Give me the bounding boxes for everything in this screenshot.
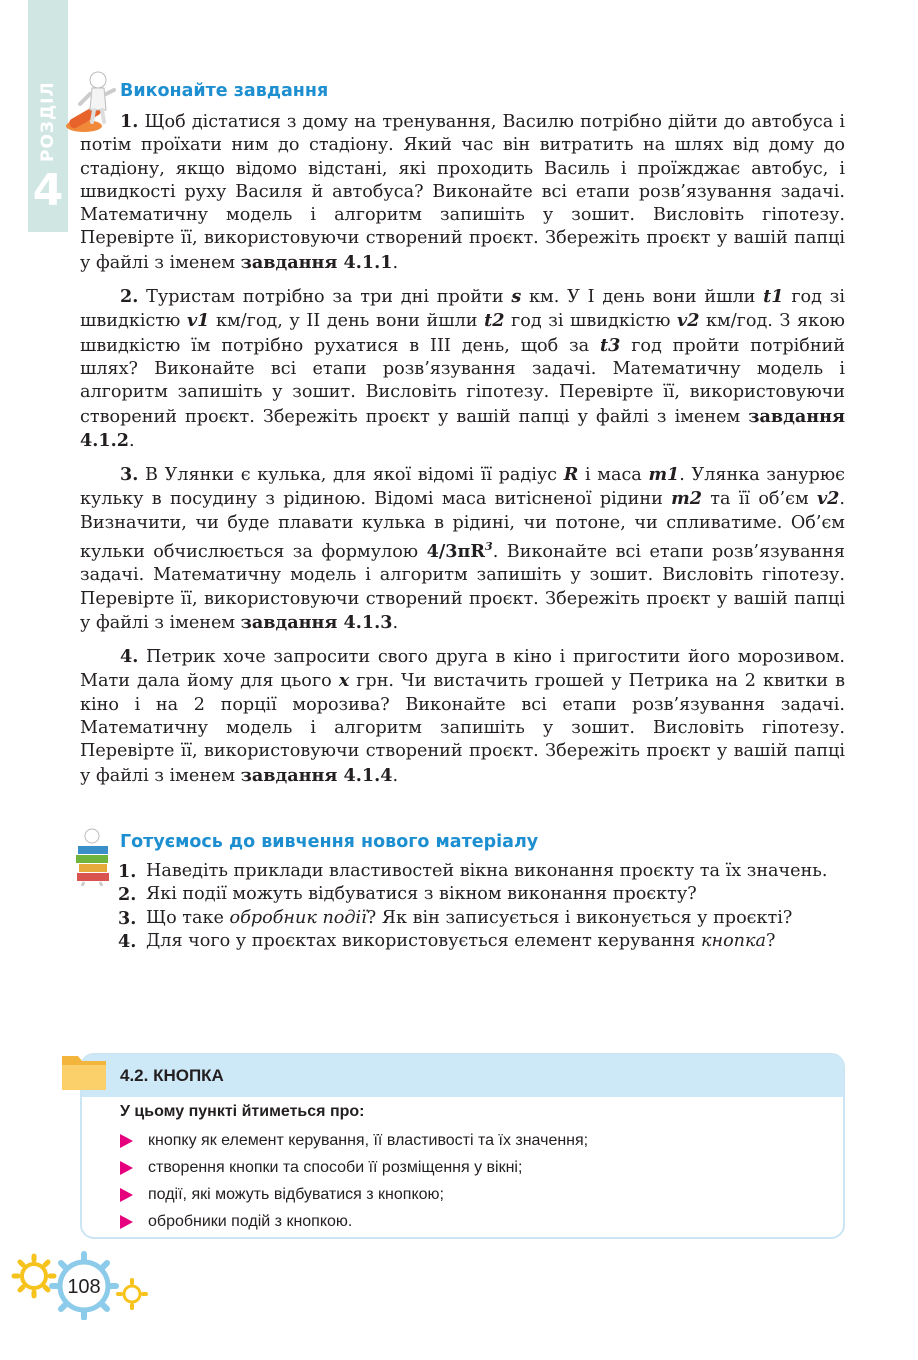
books-figure-icon <box>70 828 116 886</box>
section-topics <box>120 1127 588 1235</box>
item-text-start: Для чого у проєктах використовується елемент керування <box>146 930 701 951</box>
task-text: і маса <box>578 465 649 486</box>
triangle-bullet-icon <box>120 1134 133 1148</box>
task-text: . Улянка занурює кульку в посудину з рідиною. Відомі маса витісненої рідини <box>80 465 845 510</box>
task-number: 3. <box>120 464 139 486</box>
task-text: В Улянки є кулька, для якої відомі її радіус <box>138 465 564 486</box>
task-text: Туристам потрібно за три дні пройти <box>138 287 512 308</box>
item-number: 1. <box>118 861 137 882</box>
task-3 <box>80 463 845 635</box>
item-text <box>146 930 845 953</box>
topic-text: кнопку як елемент керування, її властивості та їх значення; <box>148 1131 589 1149</box>
variable-v2: v2 <box>676 310 700 332</box>
task-text: Петрик хоче запросити свого друга в кіно і пригостити його морозивом. Мати дала йому для цього <box>80 647 845 692</box>
variable-t1: t1 <box>763 286 784 308</box>
topic-item <box>120 1181 588 1208</box>
item-text-end: ? <box>766 930 776 951</box>
task-file-name: завдання 4.1.4 <box>240 764 393 786</box>
topic-text: створення кнопки та способи її розміщення у вікні; <box>148 1158 523 1176</box>
folder-icon <box>60 1052 108 1092</box>
item-text <box>146 907 845 930</box>
task-end: . <box>392 252 399 273</box>
task-text: та її об’єм <box>701 489 817 510</box>
task-text: грн. Чи вистачить грошей у Петрика на 2 квитки в кіно і на 2 порції морозива? Виконайте всі етапи розв’язування задачі. Математичну модель і алгоритм запишіть у зошит. Висловіть гіпотезу. Перевірте її, використовуючи створений проєкт. Збережіть проєкт у вашій папці у файлі з іменем <box>80 671 845 786</box>
variable-t2: t2 <box>484 310 505 332</box>
task-text: км/год, у II день вони йшли <box>209 311 485 332</box>
task-text: год зі швидкістю <box>504 311 677 332</box>
task-file-name: завдання 4.1.1 <box>240 251 393 273</box>
task-text: год пройти потрібний шлях? Виконайте всі етапи розв’язування задачі. Математичну модель і алгоритм запишіть у зошит. Висловіть гіпотезу. Перевірте її, використовуючи створений проєкт. Збережіть проєкт у вашій папці у файлі з іменем <box>80 335 846 427</box>
task-end: . <box>392 765 399 786</box>
triangle-bullet-icon <box>120 1215 133 1229</box>
variable-m2: m2 <box>671 488 702 510</box>
task-end: . <box>128 430 135 451</box>
list-item <box>118 860 845 883</box>
task-file-name: завдання 4.1.3 <box>240 611 393 633</box>
item-text: Які події можуть відбуватися з вікном виконання проєкту? <box>146 884 697 905</box>
task-text: Щоб дістатися з дому на тренування, Василю потрібно дійти до автобуса і потім проїхати ним до стадіону. Який час він витратить на шлях від дому до стадіону, якщо відомо відстані, які проходить Василь і проїжджає автобус, і швидкості руху Василя й автобуса? Виконайте всі етапи розв’язування задачі. Математичну модель і алгоритм запишіть у зошит. Висловіть гіпотезу. Перевірте її, використовуючи створений проєкт. Збережіть проєкт у вашій папці у файлі з іменем <box>80 112 845 273</box>
item-text: Наведіть приклади властивостей вікна виконання проєкту та їх значень. <box>146 861 828 881</box>
section-title: 4.2. КНОПКА <box>120 1066 224 1085</box>
variable-m1: m1 <box>648 464 680 486</box>
item-text-start: Що таке <box>146 907 230 928</box>
task-4 <box>80 645 845 788</box>
page-number: 108 <box>67 1276 101 1298</box>
prepare-list <box>118 860 845 953</box>
task-2 <box>80 285 845 453</box>
topic-text: обробники подій з кнопкою. <box>148 1212 353 1230</box>
task-text: . Визначити, чи буде плавати кулька в рідині, чи потоне, чи спливатиме. Об’єм кульки обчислюється за формулою <box>80 489 845 562</box>
task-1 <box>80 110 845 275</box>
formula-exponent: 3 <box>485 540 493 554</box>
list-item <box>118 907 845 930</box>
triangle-bullet-icon <box>120 1188 133 1202</box>
term-event-handler: обробник події <box>229 907 367 928</box>
topic-item <box>120 1127 588 1154</box>
task-text: км/год. З якою швидкістю їм потрібно рухатися в III день, щоб за <box>80 311 846 356</box>
term-button: кнопка <box>700 930 766 951</box>
variable-x: x <box>338 670 350 692</box>
task-text: год зі швидкістю <box>80 287 845 332</box>
list-item <box>118 930 845 953</box>
chapter-word: РОЗДІЛ <box>38 81 58 163</box>
topic-item <box>120 1208 588 1235</box>
variable-v2: v2 <box>816 488 840 510</box>
prepare-heading: Готуємось до вивчення нового матеріалу <box>120 832 539 852</box>
list-item <box>118 883 845 906</box>
task-file-name: завдання 4.1.2 <box>80 405 845 451</box>
task-text: . Виконайте всі етапи розв’язування задачі. Математичну модель і алгоритм запишіть у зошит. Висловіть гіпотезу. Перевірте її, використовуючи створений проєкт. Збережіть проєкт у вашій папці у файлі з іменем <box>80 541 845 633</box>
variable-r: R <box>563 464 579 486</box>
task-text: км. У I день вони йшли <box>521 287 764 308</box>
tasks-heading: Виконайте завдання <box>120 81 329 101</box>
section-intro: У цьому пункті йтиметься про: <box>120 1103 365 1120</box>
item-number: 4. <box>118 930 137 952</box>
formula: 4/3πR <box>426 540 486 562</box>
section-box <box>80 1053 845 1239</box>
task-number: 2. <box>120 286 139 308</box>
item-text-end: ? Як він записується і виконується у проєкті? <box>366 907 793 928</box>
task-number: 1. <box>120 111 139 132</box>
variable-t3: t3 <box>600 334 621 356</box>
variable-s: s <box>511 286 522 308</box>
task-number: 4. <box>120 646 139 668</box>
section-header <box>82 1055 843 1097</box>
chapter-number: 4 <box>32 165 64 216</box>
topic-text: події, які можуть відбуватися з кнопкою; <box>148 1185 444 1203</box>
topic-item <box>120 1154 588 1181</box>
tasks-body <box>80 110 845 798</box>
task-end: . <box>392 612 399 633</box>
item-number: 3. <box>118 907 137 929</box>
triangle-bullet-icon <box>120 1161 133 1175</box>
item-number: 2. <box>118 884 137 906</box>
variable-v1: v1 <box>186 310 210 332</box>
